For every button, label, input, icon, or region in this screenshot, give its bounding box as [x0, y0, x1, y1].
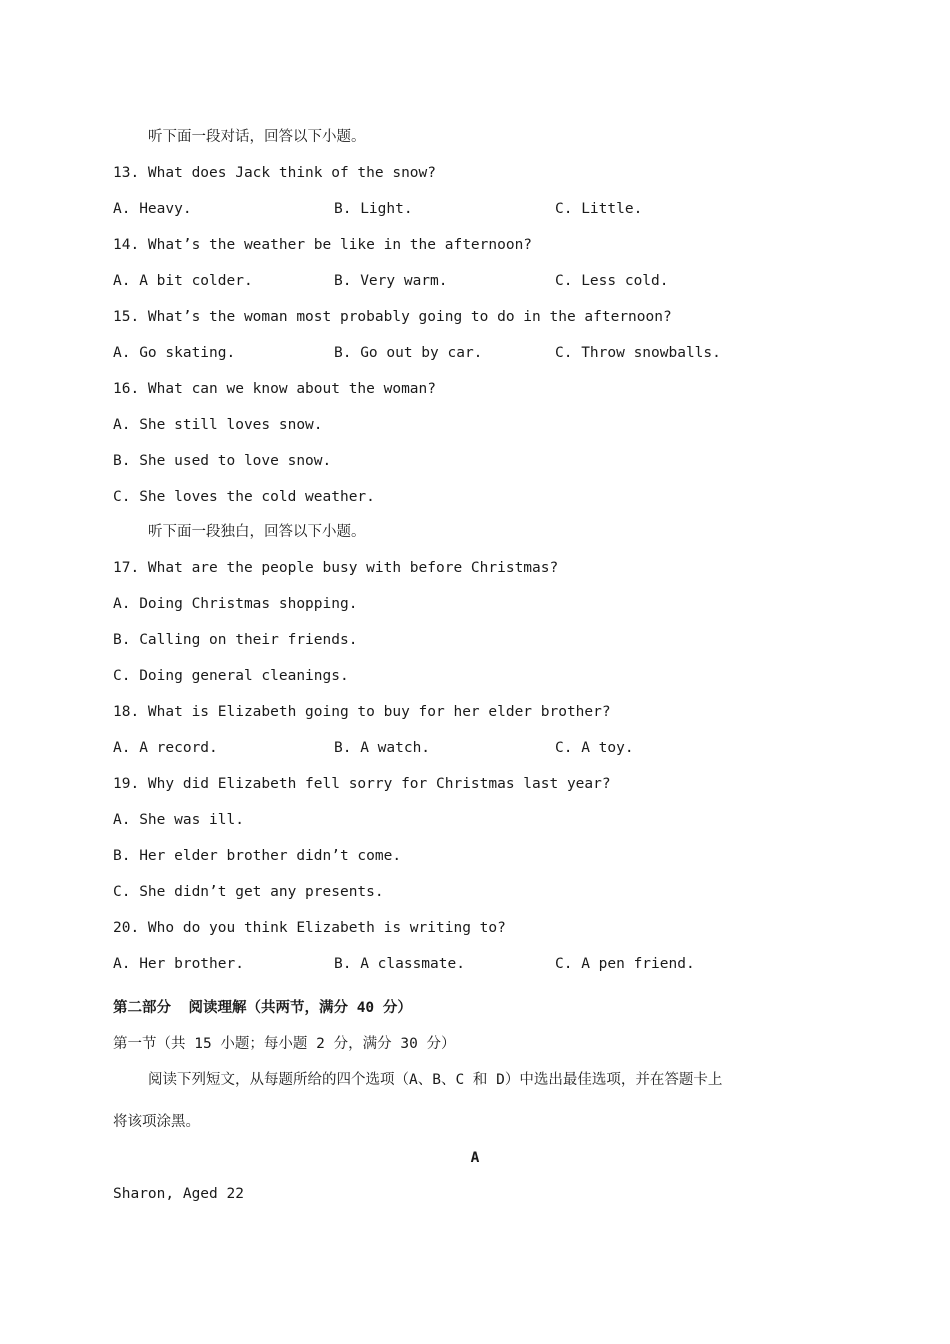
q20-option-b: B. A classmate. [334, 956, 465, 972]
q20-option-a: A. Her brother. [113, 956, 244, 972]
q19-option-a: A. She was ill. [113, 812, 244, 828]
reading-instruction-cont: 将该项涂黑。 [113, 1114, 200, 1130]
q16-option-b: B. She used to love snow. [113, 453, 332, 469]
question-20: 20. Who do you think Elizabeth is writing to? [113, 920, 506, 936]
section1-title: 第一节（共 15 小题；每小题 2 分，满分 30 分） [113, 1036, 456, 1052]
q15-option-a: A. Go skating. [113, 345, 236, 361]
question-14: 14. What’s the weather be like in the afternoon? [113, 237, 533, 253]
q18-option-c: C. A toy. [555, 740, 634, 756]
q17-option-a: A. Doing Christmas shopping. [113, 596, 358, 612]
q18-option-b: B. A watch. [334, 740, 431, 756]
q13-option-c: C. Little. [555, 201, 643, 217]
question-18: 18. What is Elizabeth going to buy for her elder brother? [113, 704, 611, 720]
q13-option-a: A. Heavy. [113, 201, 192, 217]
dialogue-intro: 听下面一段对话，回答以下小题。 [148, 129, 366, 145]
passage-label: A [470, 1150, 480, 1166]
question-13: 13. What does Jack think of the snow? [113, 165, 437, 181]
q15-option-c: C. Throw snowballs. [555, 345, 721, 361]
q15-option-b: B. Go out by car. [334, 345, 483, 361]
q17-option-c: C. Doing general cleanings. [113, 668, 349, 684]
q13-option-b: B. Light. [334, 201, 413, 217]
q18-option-a: A. A record. [113, 740, 218, 756]
question-16: 16. What can we know about the woman? [113, 381, 437, 397]
q19-option-b: B. Her elder brother didn’t come. [113, 848, 402, 864]
q19-option-c: C. She didn’t get any presents. [113, 884, 384, 900]
question-15: 15. What’s the woman most probably going to do in the afternoon? [113, 309, 672, 325]
q16-option-c: C. She loves the cold weather. [113, 489, 375, 505]
q14-option-a: A. A bit colder. [113, 273, 253, 289]
q14-option-b: B. Very warm. [334, 273, 448, 289]
monologue-intro: 听下面一段独白，回答以下小题。 [148, 524, 366, 540]
q14-option-c: C. Less cold. [555, 273, 669, 289]
part2-title: 第二部分 阅读理解（共两节，满分 40 分） [113, 1000, 412, 1016]
q16-option-a: A. She still loves snow. [113, 417, 323, 433]
passage-first-line: Sharon, Aged 22 [113, 1186, 244, 1202]
q20-option-c: C. A pen friend. [555, 956, 695, 972]
q17-option-b: B. Calling on their friends. [113, 632, 358, 648]
question-17: 17. What are the people busy with before Christmas? [113, 560, 559, 576]
question-19: 19. Why did Elizabeth fell sorry for Christmas last year? [113, 776, 611, 792]
reading-instruction: 阅读下列短文，从每题所给的四个选项（A、B、C 和 D）中选出最佳选项，并在答题卡上 [148, 1072, 723, 1088]
